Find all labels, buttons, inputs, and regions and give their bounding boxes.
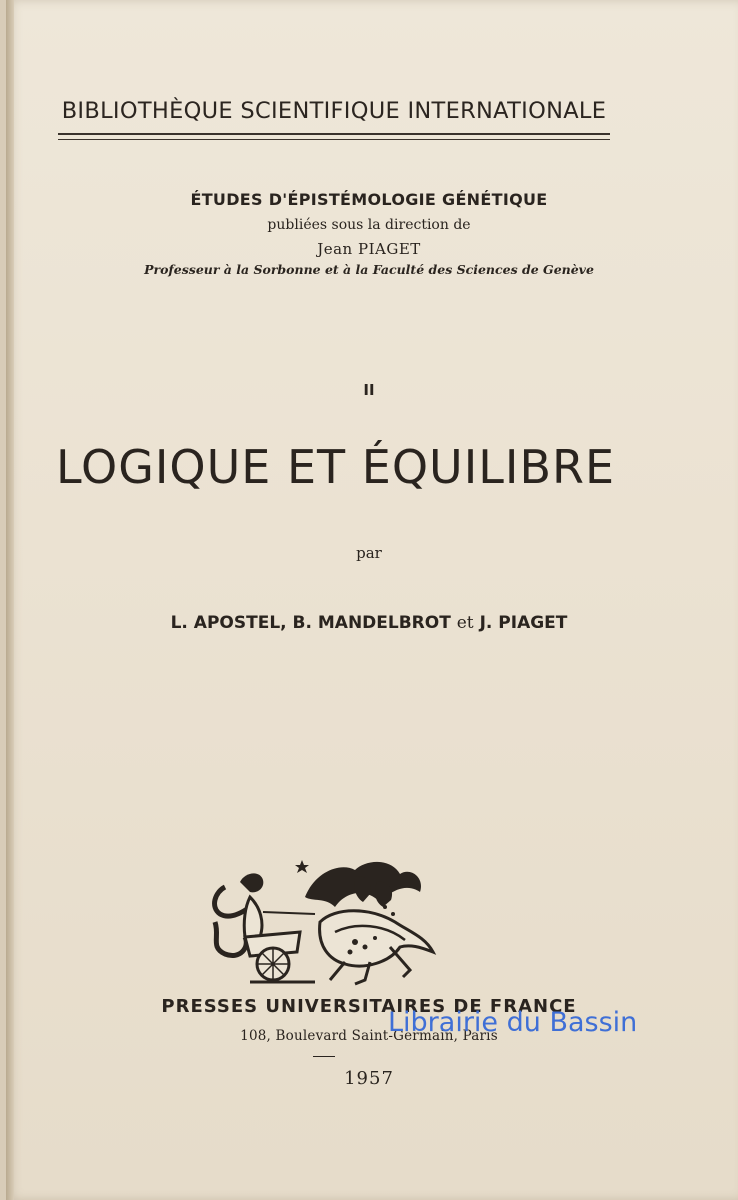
publication-year: 1957	[344, 1068, 394, 1089]
authors-conjunction: et	[456, 613, 474, 633]
double-rule-bottom	[58, 139, 610, 140]
published-under-text: publiées sous la direction de	[267, 217, 471, 233]
divider-dash	[313, 1056, 335, 1057]
chariot-horses-emblem-icon	[205, 852, 445, 987]
collection-name: ÉTUDES D'ÉPISTÉMOLOGIE GÉNÉTIQUE	[190, 190, 548, 209]
authors-line	[0, 613, 738, 633]
double-rule-top	[58, 133, 610, 135]
page-spine-shadow	[6, 0, 14, 1200]
authors-names: L. APOSTEL, B. MANDELBROT	[170, 613, 451, 633]
publisher-name: PRESSES UNIVERSITAIRES DE FRANCE	[161, 996, 577, 1017]
publisher-address: 108, Boulevard Saint-Germain, Paris	[240, 1028, 498, 1044]
director-name: Jean PIAGET	[317, 240, 421, 258]
book-title: LOGIQUE ET ÉQUILIBRE	[56, 440, 616, 494]
authors-last-name: J. PIAGET	[479, 613, 568, 633]
director-title: Professeur à la Sorbonne et à la Faculté des Sciences de Genève	[144, 262, 594, 277]
series-title: BIBLIOTHÈQUE SCIENTIFIQUE INTERNATIONALE	[61, 98, 607, 124]
by-text: par	[356, 544, 382, 562]
volume-number: II	[363, 381, 375, 399]
watermark-text: Librairie du Bassin	[388, 1007, 638, 1038]
